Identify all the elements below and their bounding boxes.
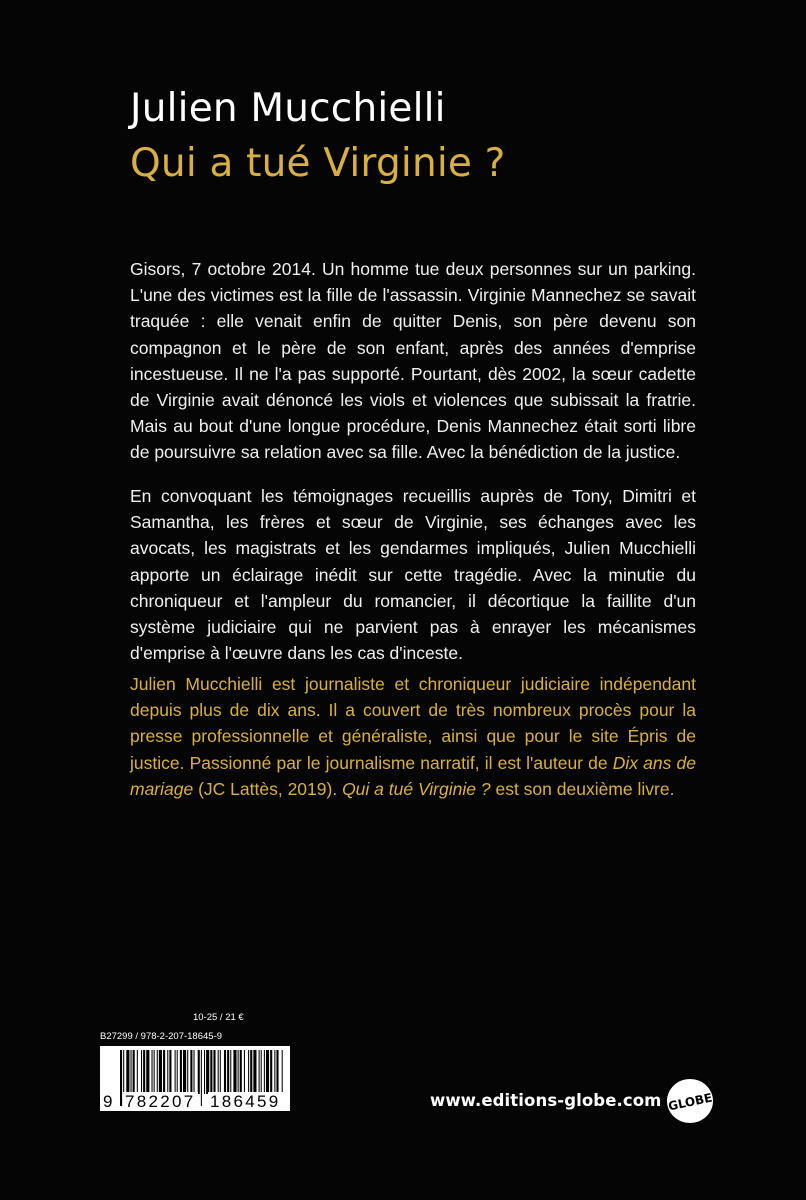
publisher-website: www.editions-globe.com [430, 1091, 662, 1110]
barcode-bar [248, 1050, 249, 1094]
barcode-bar [154, 1050, 155, 1094]
author-bio [130, 671, 696, 802]
barcode-bar [230, 1050, 231, 1094]
barcode-bar [253, 1050, 256, 1094]
barcode-bar [146, 1050, 149, 1094]
barcode-bar [270, 1050, 272, 1094]
barcode-bar [198, 1050, 200, 1094]
barcode-bar [218, 1050, 219, 1094]
barcode-bar [204, 1050, 205, 1094]
barcode-bar [213, 1050, 215, 1094]
barcode-bar [137, 1050, 138, 1094]
barcode-bar [227, 1050, 229, 1094]
barcode-bar [259, 1050, 260, 1094]
barcode-bar [180, 1050, 182, 1094]
barcode-bar [177, 1050, 178, 1094]
author-bio-text-1: Julien Mucchielli est journaliste et chroniqueur judiciaire indépendant depuis plus de dix ans. Il a couvert de très nombreux procès pour la presse professionnelle et généraliste, ainsi que pour le site Épris de justice. Passionné par le journalisme narratif, il est l'auteur de [130, 674, 696, 773]
barcode-digit-first: 9 [103, 1092, 115, 1111]
isbn-barcode [100, 1046, 290, 1111]
barcode-bar [220, 1050, 221, 1094]
barcode-bar [163, 1050, 165, 1094]
barcode-bar [169, 1050, 171, 1094]
barcode-bar [152, 1050, 153, 1094]
barcode-bar [143, 1050, 145, 1094]
barcode-bar [167, 1050, 168, 1094]
barcode-bar [261, 1050, 262, 1094]
author-name: Julien Mucchielli [130, 86, 446, 131]
globe-logo-text: GLOBE [666, 1090, 714, 1114]
barcode-bar [266, 1050, 269, 1094]
barcode-bar [244, 1050, 245, 1094]
isbn-codes: B27299 / 978-2-207-18645-9 [100, 1031, 223, 1042]
barcode-bar [224, 1050, 226, 1094]
blurb-paragraph-2: En convoquant les témoignages recueillis auprès de Tony, Dimitri et Samantha, les frères et sœur de Virginie, ses échanges avec les avocats, les magistrats et les gendarmes impliqués, Julien Mucchielli apporte un éclairage inédit sur cette tragédie. Avec la minutie du chroniqueur et l'ampleur du romancier, il décortique la faillite d'un système judiciaire qui ne parvient pas à enrayer les mécanismes d'emprise à l'œuvre dans les cas d'inceste. [130, 486, 696, 664]
author-bio-book-2: Qui a tué Virginie ? [342, 778, 491, 799]
globe-logo-icon [665, 1077, 715, 1125]
barcode-bar [210, 1050, 212, 1094]
barcode-bar [126, 1050, 129, 1094]
barcode-bar [264, 1050, 265, 1094]
barcode-bar [187, 1050, 188, 1094]
author-bio-text-3: est son deuxième livre. [490, 778, 675, 799]
barcode-bar [238, 1050, 239, 1094]
barcode-bar [240, 1050, 242, 1094]
barcode-bar [175, 1050, 176, 1094]
barcode-bar [250, 1050, 252, 1094]
author-bio-text-2: (JC Lattès, 2019). [193, 778, 343, 799]
book-title: Qui a tué Virginie ? [130, 141, 506, 186]
barcode-bar [194, 1050, 195, 1094]
barcode-digits-left: 782207 [125, 1092, 196, 1111]
barcode-bar [183, 1050, 186, 1094]
barcode-digits [100, 1092, 290, 1111]
barcode-bar [233, 1050, 236, 1094]
barcode-bar [131, 1050, 132, 1094]
barcode-digits-right: 186459 [210, 1092, 281, 1111]
blurb-paragraph-1: Gisors, 7 octobre 2014. Un homme tue deux personnes sur un parking. L'une des victimes est la fille de l'assassin. Virginie Mannechez se savait traquée : elle venait enfin de quitter Denis, son père devenu son compagnon et le père de son enfant, après des années d'emprise incestueuse. Il ne l'a pas supporté. Pourtant, dès 2002, la sœur cadette de Virginie avait dénoncé les viols et violences que subissait la fratrie. Mais au bout d'une longue procédure, Denis Mannechez était sorti libre de poursuivre sa relation avec sa fille. Avec la bénédiction de la justice. [130, 259, 696, 463]
barcode-bar [276, 1050, 278, 1094]
barcode-bar [159, 1050, 162, 1094]
barcode-bar [274, 1050, 275, 1094]
author-bio-book-1: Dix ans de mariage [130, 752, 697, 799]
barcode-bar [206, 1050, 209, 1094]
barcode-bar [141, 1050, 142, 1094]
barcode-bar [157, 1050, 158, 1094]
price-label: 10-25 / 21 € [193, 1012, 244, 1023]
barcode-bar [133, 1050, 135, 1094]
barcode-bar [190, 1050, 192, 1094]
